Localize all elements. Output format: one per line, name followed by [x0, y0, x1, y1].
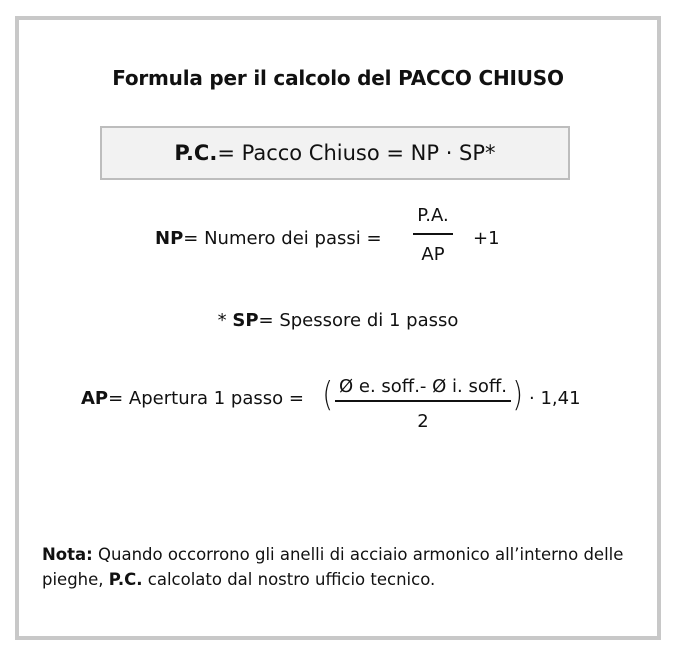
ap-denominator: 2	[417, 410, 429, 432]
ap-numerator: Ø e. soff.- Ø i. soff.	[339, 376, 507, 397]
note-pc-abbreviation: P.C.	[108, 570, 143, 589]
sp-abbreviation: SP	[232, 310, 259, 331]
pc-formula-text: = Pacco Chiuso = NP · SP*	[217, 141, 496, 165]
note-paragraph	[42, 542, 642, 592]
np-suffix: +1	[473, 228, 500, 249]
ap-multiplier: · 1,41	[529, 388, 581, 409]
ap-formula	[81, 376, 601, 456]
sp-formula-text: = Spessore di 1 passo	[258, 310, 459, 331]
note-text-2: calcolato dal nostro ufficio tecnico.	[142, 570, 436, 589]
ap-formula-text: = Apertura 1 passo =	[108, 388, 304, 409]
np-abbreviation: NP	[155, 228, 184, 249]
sp-prefix: *	[217, 310, 233, 331]
note-text-1: Quando occorrono gli anelli di acciaio armonico all’interno delle pieghe,	[42, 545, 624, 589]
ap-fraction	[335, 376, 511, 432]
np-label	[155, 228, 382, 249]
pc-abbreviation: P.C.	[174, 141, 218, 165]
sp-formula	[19, 310, 657, 331]
np-numerator: P.A.	[417, 205, 449, 226]
formula-card	[15, 16, 661, 640]
pacco-chiuso-formula-box	[100, 126, 570, 180]
np-formula-text: = Numero dei passi =	[183, 228, 382, 249]
ap-abbreviation: AP	[81, 388, 109, 409]
ap-close-paren: )	[512, 375, 523, 415]
ap-fraction-bar	[335, 400, 511, 402]
np-denominator: AP	[421, 243, 445, 265]
np-fraction	[413, 205, 453, 265]
np-formula	[155, 205, 555, 275]
note-label: Nota:	[42, 545, 93, 564]
page-title: Formula per il calcolo del PACCO CHIUSO	[112, 66, 564, 90]
ap-label	[81, 388, 304, 409]
ap-open-paren: (	[322, 375, 333, 415]
np-fraction-bar	[413, 233, 453, 235]
